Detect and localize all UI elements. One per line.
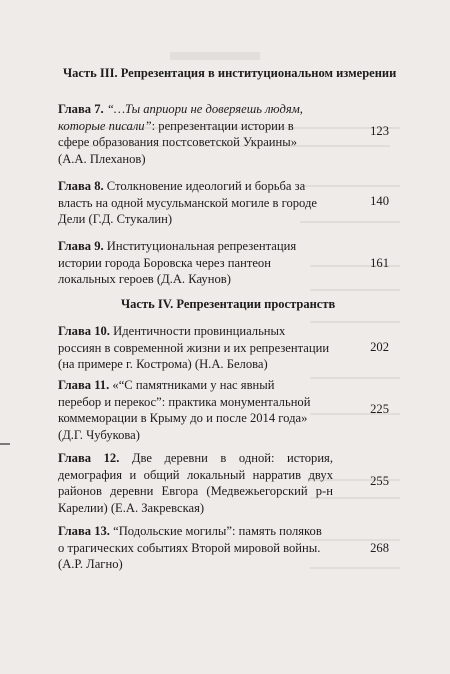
chapter-7-quote: “…Ты априори не доверяешь людям, xyxy=(106,102,303,116)
chapter-7-label: Глава 7. xyxy=(58,102,104,116)
chapter-10-text: Глава 10. Идентичности провинциальных россиян в современной жизни и их репрезентации (на примере г. Кострома) (Н.А. Белова) xyxy=(58,324,330,372)
chapter-8-text: Глава 8. Столкновение идеологий и борьба за власть на одной мусульманской могиле в городе Дели (Г.Д. Стукалин) xyxy=(58,179,317,227)
chapter-7-page: 123 xyxy=(370,124,389,138)
toc-entry-chapter-12 xyxy=(58,450,403,516)
chapter-7-line3: сфере образования постсоветской Украины» xyxy=(58,135,298,150)
chapter-11-page: 225 xyxy=(370,402,389,416)
chapter-12-text: Глава 12. Две деревни в одной: история, демография и общий локальный нарратив двух районов деревни Евгора (Медвежьегорский р-н Карелии) (Е.А. Закревская) xyxy=(58,451,333,515)
chapter-7-line2: : репрезентации истории в xyxy=(151,118,294,133)
chapter-12-label: Глава 12. xyxy=(58,451,120,465)
chapter-8-label: Глава 8. xyxy=(58,179,104,193)
chapter-7-author: (А.А. Плеханов) xyxy=(58,151,146,166)
chapter-10-page: 202 xyxy=(370,340,389,354)
chapter-13-text: Глава 13. “Подольские могилы”: память поляков о трагических событиях Второй мировой войны. (А.Р. Лагно) xyxy=(58,524,322,572)
chapter-13-page: 268 xyxy=(370,541,389,555)
chapter-13-label: Глава 13. xyxy=(58,524,110,538)
chapter-9-label: Глава 9. xyxy=(58,239,104,253)
part3-heading: Часть III. Репрезентация в институциональном измерении xyxy=(63,66,397,80)
chapter-10-label: Глава 10. xyxy=(58,324,110,338)
chapter-8-page: 140 xyxy=(370,194,389,208)
chapter-11-text: Глава 11. «“С памятниками у нас явный перебор и перекос”: практика монументальной коммеморации в Крыму до и после 2014 года» (Д.Г. Чубукова) xyxy=(58,378,311,442)
toc-entry-chapter-8 xyxy=(58,178,403,228)
chapter-7-text xyxy=(58,101,333,167)
toc-entry-chapter-7 xyxy=(58,101,403,167)
chapter-12-page: 255 xyxy=(370,474,389,488)
chapter-9-page: 161 xyxy=(370,256,389,270)
toc-entry-chapter-9 xyxy=(58,238,403,288)
toc-entry-chapter-10 xyxy=(58,323,403,373)
part4-heading: Часть IV. Репрезентации пространств xyxy=(121,297,336,311)
toc-entry-chapter-13 xyxy=(58,523,403,573)
margin-mark xyxy=(0,443,10,445)
chapter-11-label: Глава 11. xyxy=(58,378,110,392)
chapter-7-quote-end: которые писали” xyxy=(58,118,152,133)
toc-entry-chapter-11 xyxy=(58,377,403,443)
chapter-9-text: Глава 9. Институциональная репрезентация истории города Боровска через пантеон локальных героев (Д.А. Каунов) xyxy=(58,239,297,287)
